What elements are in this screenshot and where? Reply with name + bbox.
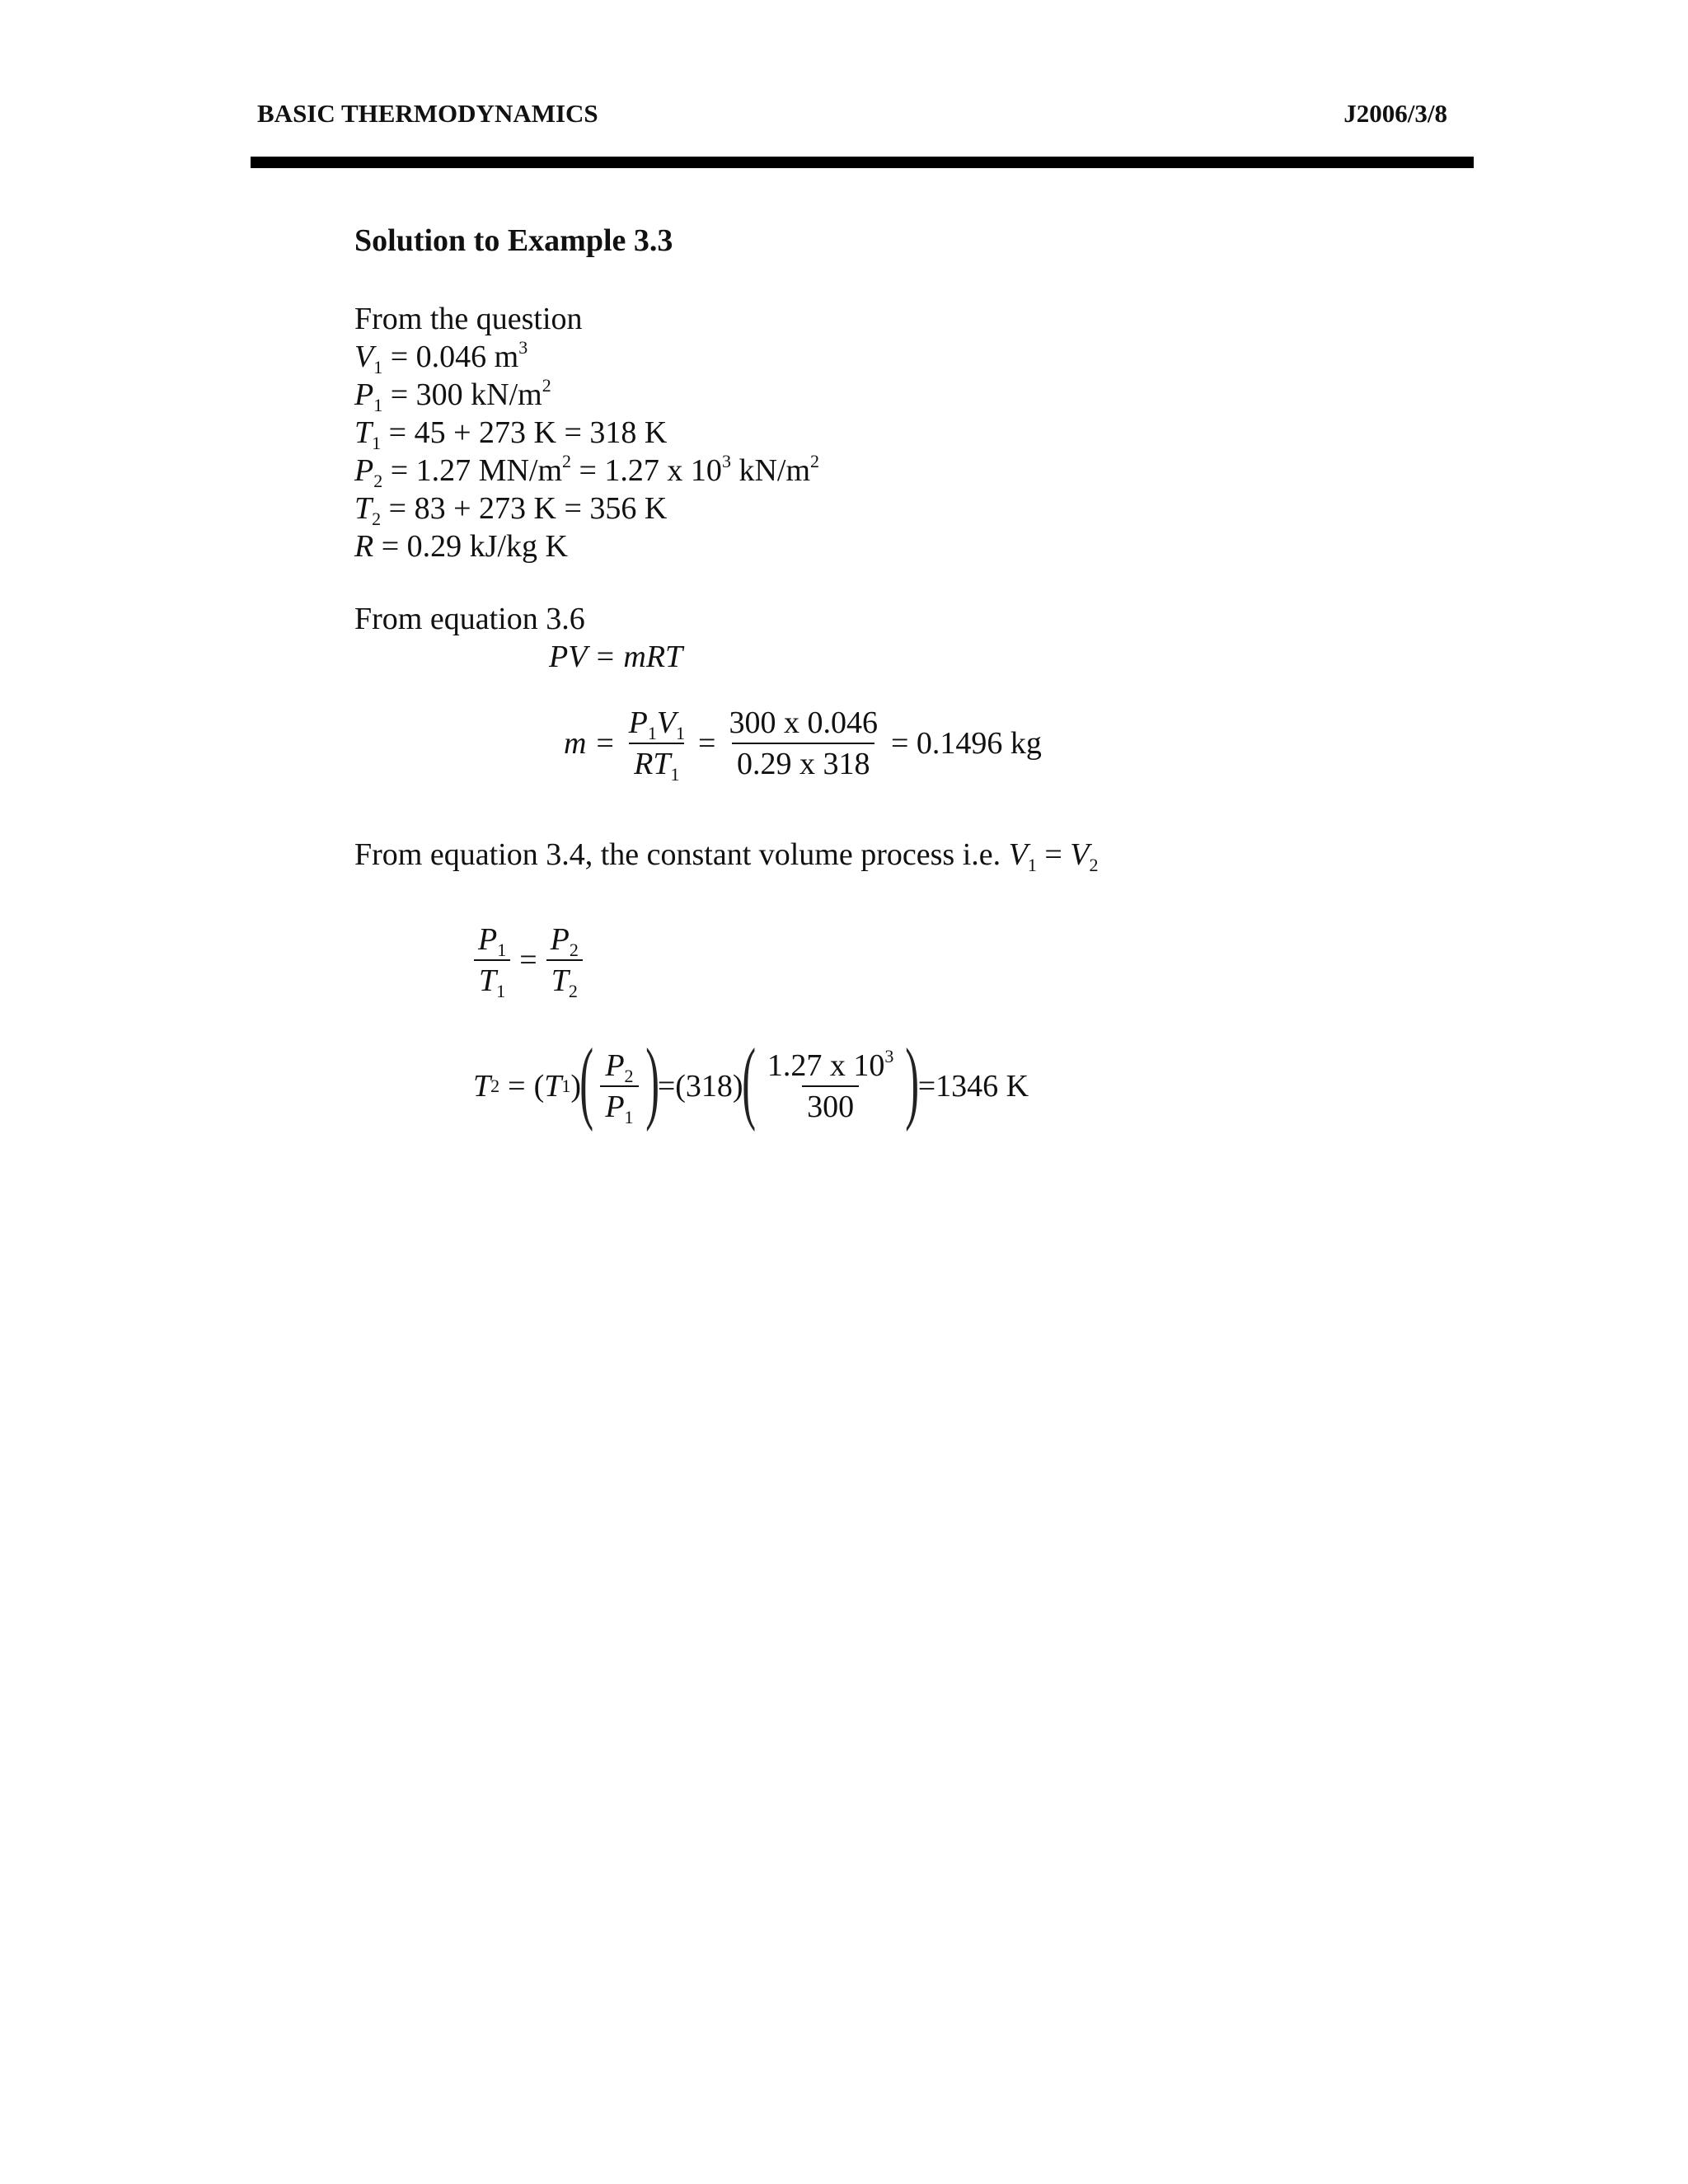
t2-result: 1346 K [935, 1069, 1029, 1104]
eq34-intro: From equation 3.4, the constant volume process i.e. $V_1 = V_2$ [354, 837, 1099, 875]
t2-equals-2: = [657, 1069, 676, 1104]
paren-open-1: ( [579, 1030, 594, 1132]
given-p2: $P_2 = 1.27$ $MN/m^2 = 1.27$ x $10^3$ $kN/m^2$ [354, 451, 819, 491]
ratio-equals: = [519, 943, 537, 977]
mass-lhs: m = [564, 726, 616, 761]
t2-solution: T 2 = ( T 1 ) ( $\frac{P_2}{P_1}$ ) = (318) ( $\frac{1.27 x 10^3}{300}$ ) = 1346 K [473, 1030, 1029, 1132]
mass-equation [564, 705, 1042, 785]
solution-title: Solution to Example 3.3 [354, 223, 673, 258]
paren-open-2: ( [741, 1030, 756, 1132]
given-intro: From the question [354, 302, 583, 336]
header-rule [251, 157, 1474, 168]
mass-result: = 0.1496 kg [890, 726, 1042, 761]
paren-close-1: ) [645, 1030, 659, 1132]
mass-equals: = [698, 726, 716, 761]
header-course-title: BASIC THERMODYNAMICS [257, 99, 598, 128]
paren-close-2: ) [905, 1030, 920, 1132]
given-t1: $T_1 = 45 + 273$ K = 318 K [354, 415, 668, 453]
mass-fraction-symbolic: $\frac{P_1V_1}{RT_1}$ [628, 705, 686, 785]
given-v1: $V_1 = 0.046$ $m^3$ [354, 337, 528, 377]
t1-value: (318) [675, 1069, 743, 1104]
ratio-p2-t2: $\frac{P_2}{T_2}$ [546, 921, 584, 999]
ratio-p1-t1: $\frac{P_1}{T_1}$ [473, 921, 511, 999]
t2-equals-3: = [917, 1069, 936, 1104]
mass-fraction-numeric: $\frac{300 x 0.046}{0.29 x 318}$ [729, 705, 878, 781]
header-page-code: J2006/3/8 [1343, 99, 1447, 128]
given-p1: $P_1 = 300$ $kN/m^2$ [354, 375, 551, 415]
t2-lhs: T [473, 1069, 491, 1104]
ideal-gas-law: PV = mRT [549, 640, 683, 674]
pressure-ratio-numeric: $\frac{1.27 x 10^3}{300}$ [767, 1046, 894, 1124]
given-r: R = 0.29 kJ/kg K [354, 529, 568, 564]
ratio-p2-p1: $\frac{P_2}{P_1}$ [600, 1047, 638, 1125]
t2-equals-1: = [508, 1069, 526, 1104]
pressure-temperature-ratio [473, 921, 592, 999]
eq36-intro: From equation 3.6 [354, 602, 585, 636]
given-t2: $T_2 = 83 + 273$ K = 356 K [354, 491, 668, 529]
